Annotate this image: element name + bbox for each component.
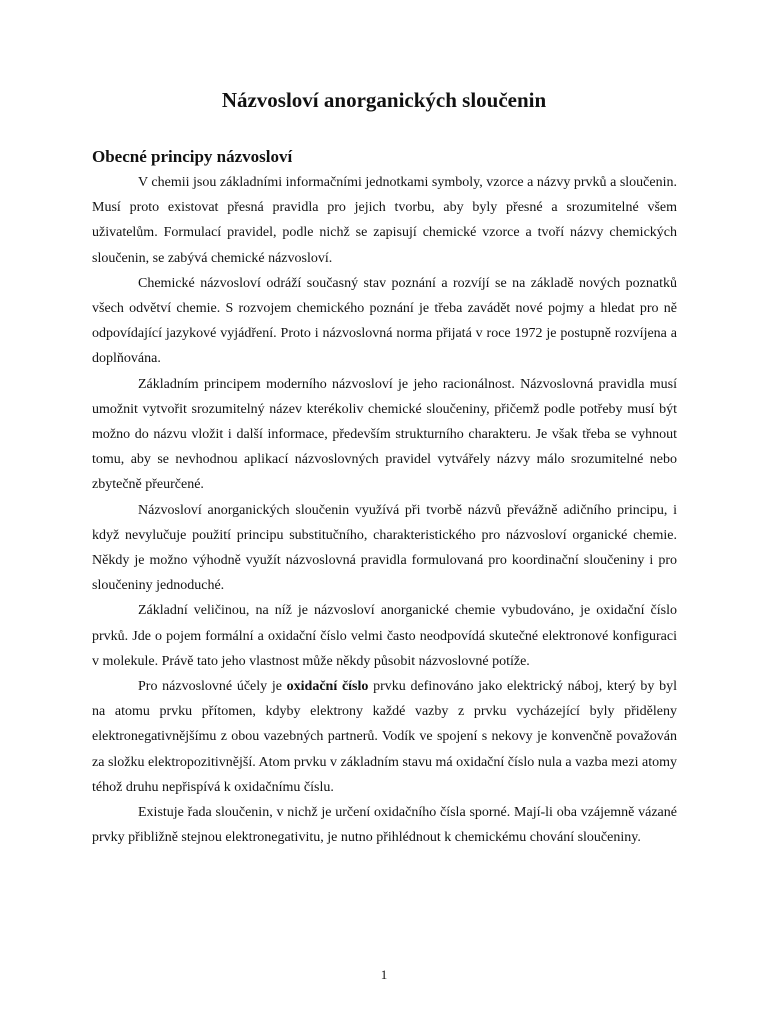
paragraph-6 [92, 674, 677, 800]
section-heading: Obecné principy názvosloví [92, 147, 293, 166]
paragraph-1: V chemii jsou základními informačními jednotkami symboly, vzorce a názvy prvků a sloučenin. Musí proto existovat přesná pravidla pro jejich tvorbu, aby byly přesné a srozumitelné všem uživatelům. Formulací pravidel, podle nichž se zapisují chemické vzorce a tvoří názvy chemických sloučenin, se zabývá chemické názvosloví. [92, 175, 677, 266]
term-oxidation-number: oxidační číslo [286, 679, 369, 695]
paragraph-6-end: prvku definováno jako elektrický náboj, který by byl na atomu prvku přítomen, kdyby elektrony každé vazby z prvku vycházející byly přiděleny elektronegativnějšímu z obou vazebných partnerů. Vodík ve spojení s nekovy je konvenčně považován za složku elektropozitivnější. Atom prvku v základním stavu má oxidační číslo nula a vazba mezi atomy téhož druhu nepřispívá k oxidačnímu číslu. [92, 679, 677, 795]
paragraph-4: Názvosloví anorganických sloučenin využívá při tvorbě názvů převážně adičního principu, i když nevylučuje použití principu substitučního, charakteristického pro názvosloví organické chemie. Někdy je možno výhodně využít názvoslovná pravidla formulovaná pro koordinační sloučeniny i pro sloučeniny jednoduché. [92, 502, 677, 594]
paragraph-5: Základní veličinou, na níž je názvosloví anorganické chemie vybudováno, je oxidační číslo prvků. Jde o pojem formální a oxidační číslo velmi často neodpovídá skutečné elektronové konfiguraci v molekule. Právě tato jeho vlastnost může někdy působit názvoslovné potíže. [92, 603, 677, 669]
page-title: Názvosloví anorganických sloučenin [221, 88, 547, 112]
page-number: 1 [380, 967, 388, 982]
body-text [92, 170, 677, 850]
paragraph-7: Existuje řada sloučenin, v nichž je určení oxidačního čísla sporné. Mají-li oba vzájemně vázané prvky přibližně stejnou elektronegativitu, je nutno přihlédnout k chemickému chování sloučeniny. [92, 805, 677, 846]
paragraph-3: Základním principem moderního názvosloví je jeho racionálnost. Názvoslovná pravidla musí umožnit vytvořit srozumitelný název kterékoliv chemické sloučeniny, přičemž podle potřeby musí být možno do názvu vložit i další informace, především strukturního charakteru. Je však třeba se vyhnout tomu, aby se nevhodnou aplikací názvoslovných pravidel vytvářely názvy málo srozumitelné nebo zbytečně přeurčené. [92, 376, 677, 493]
paragraph-6-start: Pro názvoslovné účely je [138, 679, 287, 695]
paragraph-2: Chemické názvosloví odráží současný stav poznání a rozvíjí se na základě nových poznatků všech odvětví chemie. S rozvojem chemického poznání je třeba zavádět nové pojmy a hledat pro ně odpovídající jazykové vyjádření. Proto i názvoslovná norma přijatá v roce 1972 je postupně rozvíjena a doplňována. [92, 275, 677, 367]
